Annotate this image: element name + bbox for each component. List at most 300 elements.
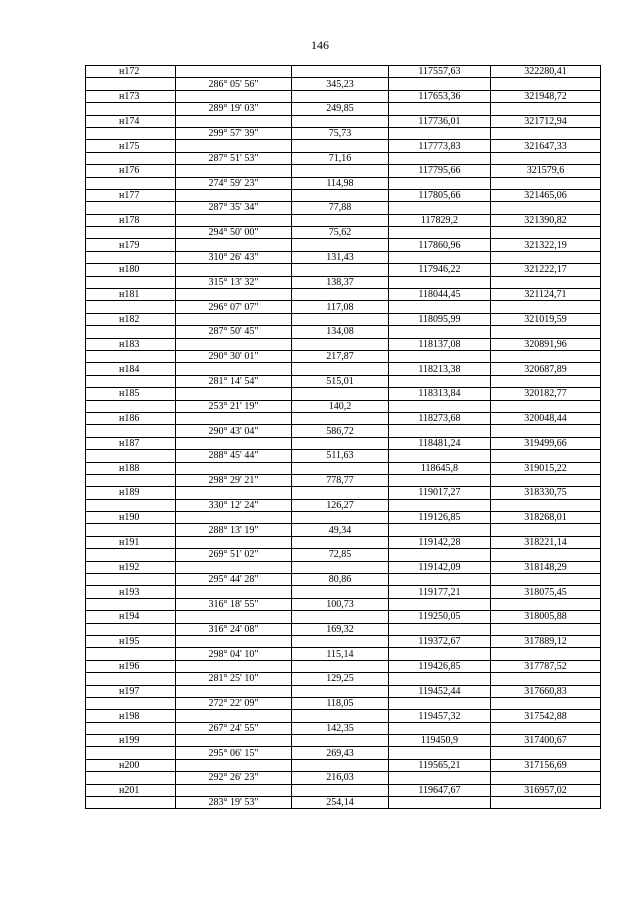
empty-cell <box>389 301 491 313</box>
point-name-cell: н201 <box>86 784 176 796</box>
empty-cell <box>292 363 389 375</box>
empty-cell <box>491 326 601 338</box>
empty-cell <box>176 165 292 177</box>
empty-cell <box>491 499 601 511</box>
empty-cell <box>86 350 176 362</box>
y-coordinate-cell: 320182,77 <box>491 388 601 400</box>
point-name-cell: н196 <box>86 660 176 672</box>
distance-cell: 126,27 <box>292 499 389 511</box>
point-row <box>86 363 601 375</box>
empty-cell <box>491 697 601 709</box>
empty-cell <box>176 289 292 301</box>
empty-cell <box>389 623 491 635</box>
distance-cell: 269,43 <box>292 747 389 759</box>
y-coordinate-cell: 319499,66 <box>491 437 601 449</box>
empty-cell <box>491 127 601 139</box>
empty-cell <box>86 276 176 288</box>
bearing-cell: 287° 35' 34" <box>176 202 292 214</box>
x-coordinate-cell: 117795,66 <box>389 165 491 177</box>
empty-cell <box>491 450 601 462</box>
y-coordinate-cell: 319015,22 <box>491 462 601 474</box>
empty-cell <box>86 78 176 90</box>
empty-cell <box>292 437 389 449</box>
empty-cell <box>389 574 491 586</box>
y-coordinate-cell: 321712,94 <box>491 115 601 127</box>
empty-cell <box>389 375 491 387</box>
y-coordinate-cell: 320891,96 <box>491 338 601 350</box>
distance-cell: 129,25 <box>292 673 389 685</box>
empty-cell <box>86 549 176 561</box>
empty-cell <box>176 437 292 449</box>
empty-cell <box>86 152 176 164</box>
segment-row <box>86 375 601 387</box>
segment-row <box>86 127 601 139</box>
bearing-cell: 295° 06' 15" <box>176 747 292 759</box>
empty-cell <box>389 276 491 288</box>
bearing-cell: 294° 50' 00" <box>176 227 292 239</box>
coordinates-table <box>85 65 601 809</box>
empty-cell <box>86 524 176 536</box>
distance-cell: 118,05 <box>292 697 389 709</box>
point-row <box>86 313 601 325</box>
empty-cell <box>292 462 389 474</box>
bearing-cell: 283° 19' 53" <box>176 797 292 809</box>
empty-cell <box>292 784 389 796</box>
empty-cell <box>86 697 176 709</box>
empty-cell <box>491 251 601 263</box>
segment-row <box>86 549 601 561</box>
distance-cell: 115,14 <box>292 648 389 660</box>
empty-cell <box>389 524 491 536</box>
x-coordinate-cell: 119142,28 <box>389 536 491 548</box>
empty-cell <box>292 264 389 276</box>
x-coordinate-cell: 118645,8 <box>389 462 491 474</box>
bearing-cell: 295° 44' 28" <box>176 574 292 586</box>
empty-cell <box>389 251 491 263</box>
point-name-cell: н174 <box>86 115 176 127</box>
segment-row <box>86 350 601 362</box>
distance-cell: 75,62 <box>292 227 389 239</box>
empty-cell <box>389 648 491 660</box>
empty-cell <box>292 685 389 697</box>
distance-cell: 75,73 <box>292 127 389 139</box>
empty-cell <box>176 66 292 78</box>
empty-cell <box>389 103 491 115</box>
empty-cell <box>176 635 292 647</box>
empty-cell <box>86 375 176 387</box>
page-number: 146 <box>311 38 329 52</box>
empty-cell <box>86 202 176 214</box>
distance-cell: 131,43 <box>292 251 389 263</box>
distance-cell: 511,63 <box>292 450 389 462</box>
empty-cell <box>176 735 292 747</box>
empty-cell <box>389 177 491 189</box>
segment-row <box>86 301 601 313</box>
y-coordinate-cell: 318005,88 <box>491 611 601 623</box>
distance-cell: 71,16 <box>292 152 389 164</box>
empty-cell <box>491 400 601 412</box>
distance-cell: 216,03 <box>292 772 389 784</box>
empty-cell <box>176 536 292 548</box>
point-name-cell: н189 <box>86 487 176 499</box>
point-row <box>86 189 601 201</box>
empty-cell <box>176 611 292 623</box>
empty-cell <box>292 635 389 647</box>
point-row <box>86 239 601 251</box>
bearing-cell: 298° 29' 21" <box>176 474 292 486</box>
bearing-cell: 315° 13' 32" <box>176 276 292 288</box>
empty-cell <box>292 90 389 102</box>
distance-cell: 217,87 <box>292 350 389 362</box>
x-coordinate-cell: 118313,84 <box>389 388 491 400</box>
distance-cell: 117,08 <box>292 301 389 313</box>
empty-cell <box>292 66 389 78</box>
empty-cell <box>491 673 601 685</box>
point-row <box>86 487 601 499</box>
bearing-cell: 310° 26' 43" <box>176 251 292 263</box>
point-name-cell: н181 <box>86 289 176 301</box>
empty-cell <box>86 722 176 734</box>
distance-cell: 134,08 <box>292 326 389 338</box>
empty-cell <box>176 115 292 127</box>
empty-cell <box>292 115 389 127</box>
x-coordinate-cell: 119426,85 <box>389 660 491 672</box>
bearing-cell: 287° 51' 53" <box>176 152 292 164</box>
y-coordinate-cell: 317542,88 <box>491 710 601 722</box>
point-name-cell: н176 <box>86 165 176 177</box>
empty-cell <box>292 388 389 400</box>
empty-cell <box>389 697 491 709</box>
y-coordinate-cell: 321124,71 <box>491 289 601 301</box>
y-coordinate-cell: 321390,82 <box>491 214 601 226</box>
empty-cell <box>86 251 176 263</box>
segment-row <box>86 103 601 115</box>
empty-cell <box>491 797 601 809</box>
empty-cell <box>292 239 389 251</box>
y-coordinate-cell: 317156,69 <box>491 759 601 771</box>
distance-cell: 515,01 <box>292 375 389 387</box>
empty-cell <box>176 412 292 424</box>
point-row <box>86 289 601 301</box>
y-coordinate-cell: 322280,41 <box>491 66 601 78</box>
bearing-cell: 253° 21' 19" <box>176 400 292 412</box>
point-name-cell: н192 <box>86 561 176 573</box>
empty-cell <box>292 487 389 499</box>
y-coordinate-cell: 321222,17 <box>491 264 601 276</box>
point-name-cell: н173 <box>86 90 176 102</box>
empty-cell <box>491 598 601 610</box>
point-row <box>86 561 601 573</box>
x-coordinate-cell: 119457,32 <box>389 710 491 722</box>
point-row <box>86 165 601 177</box>
y-coordinate-cell: 321948,72 <box>491 90 601 102</box>
x-coordinate-cell: 118137,08 <box>389 338 491 350</box>
point-name-cell: н197 <box>86 685 176 697</box>
empty-cell <box>86 400 176 412</box>
x-coordinate-cell: 117829,2 <box>389 214 491 226</box>
y-coordinate-cell: 321322,19 <box>491 239 601 251</box>
y-coordinate-cell: 318330,75 <box>491 487 601 499</box>
x-coordinate-cell: 119017,27 <box>389 487 491 499</box>
distance-cell: 80,86 <box>292 574 389 586</box>
empty-cell <box>86 450 176 462</box>
point-name-cell: н191 <box>86 536 176 548</box>
x-coordinate-cell: 117773,83 <box>389 140 491 152</box>
empty-cell <box>176 264 292 276</box>
bearing-cell: 274° 59' 23" <box>176 177 292 189</box>
empty-cell <box>491 152 601 164</box>
empty-cell <box>389 797 491 809</box>
empty-cell <box>86 747 176 759</box>
x-coordinate-cell: 118213,38 <box>389 363 491 375</box>
y-coordinate-cell: 321647,33 <box>491 140 601 152</box>
empty-cell <box>176 561 292 573</box>
empty-cell <box>176 660 292 672</box>
point-row <box>86 264 601 276</box>
bearing-cell: 290° 30' 01" <box>176 350 292 362</box>
bearing-cell: 286° 05' 56" <box>176 78 292 90</box>
x-coordinate-cell: 119452,44 <box>389 685 491 697</box>
distance-cell: 345,23 <box>292 78 389 90</box>
segment-row <box>86 797 601 809</box>
point-row <box>86 685 601 697</box>
empty-cell <box>86 797 176 809</box>
coordinates-table-body <box>86 66 601 809</box>
segment-row <box>86 747 601 759</box>
empty-cell <box>86 772 176 784</box>
point-name-cell: н188 <box>86 462 176 474</box>
y-coordinate-cell: 316957,02 <box>491 784 601 796</box>
empty-cell <box>86 227 176 239</box>
y-coordinate-cell: 317660,83 <box>491 685 601 697</box>
distance-cell: 169,32 <box>292 623 389 635</box>
empty-cell <box>176 512 292 524</box>
empty-cell <box>389 474 491 486</box>
x-coordinate-cell: 119372,67 <box>389 635 491 647</box>
bearing-cell: 330° 12' 24" <box>176 499 292 511</box>
empty-cell <box>86 301 176 313</box>
segment-row <box>86 450 601 462</box>
distance-cell: 778,77 <box>292 474 389 486</box>
x-coordinate-cell: 118095,99 <box>389 313 491 325</box>
empty-cell <box>292 214 389 226</box>
x-coordinate-cell: 117557,63 <box>389 66 491 78</box>
segment-row <box>86 276 601 288</box>
empty-cell <box>86 425 176 437</box>
empty-cell <box>389 425 491 437</box>
segment-row <box>86 177 601 189</box>
point-name-cell: н198 <box>86 710 176 722</box>
y-coordinate-cell: 318221,14 <box>491 536 601 548</box>
point-row <box>86 140 601 152</box>
point-row <box>86 66 601 78</box>
point-row <box>86 90 601 102</box>
empty-cell <box>491 350 601 362</box>
y-coordinate-cell: 320048,44 <box>491 412 601 424</box>
empty-cell <box>389 499 491 511</box>
segment-row <box>86 152 601 164</box>
point-row <box>86 388 601 400</box>
empty-cell <box>389 227 491 239</box>
segment-row <box>86 598 601 610</box>
empty-cell <box>389 202 491 214</box>
empty-cell <box>491 301 601 313</box>
empty-cell <box>292 140 389 152</box>
empty-cell <box>389 127 491 139</box>
empty-cell <box>491 747 601 759</box>
empty-cell <box>86 326 176 338</box>
distance-cell: 586,72 <box>292 425 389 437</box>
empty-cell <box>176 214 292 226</box>
segment-row <box>86 772 601 784</box>
point-name-cell: н184 <box>86 363 176 375</box>
distance-cell: 249,85 <box>292 103 389 115</box>
point-row <box>86 735 601 747</box>
y-coordinate-cell: 318148,29 <box>491 561 601 573</box>
empty-cell <box>86 648 176 660</box>
y-coordinate-cell: 318268,01 <box>491 512 601 524</box>
empty-cell <box>292 189 389 201</box>
empty-cell <box>292 512 389 524</box>
x-coordinate-cell: 118044,45 <box>389 289 491 301</box>
x-coordinate-cell: 119450,9 <box>389 735 491 747</box>
empty-cell <box>292 660 389 672</box>
empty-cell <box>292 289 389 301</box>
empty-cell <box>389 673 491 685</box>
distance-cell: 142,35 <box>292 722 389 734</box>
point-row <box>86 536 601 548</box>
segment-row <box>86 400 601 412</box>
x-coordinate-cell: 119250,05 <box>389 611 491 623</box>
empty-cell <box>292 611 389 623</box>
x-coordinate-cell: 117736,01 <box>389 115 491 127</box>
empty-cell <box>491 772 601 784</box>
empty-cell <box>176 462 292 474</box>
y-coordinate-cell: 321019,59 <box>491 313 601 325</box>
empty-cell <box>176 388 292 400</box>
y-coordinate-cell: 320687,89 <box>491 363 601 375</box>
empty-cell <box>491 623 601 635</box>
point-row <box>86 115 601 127</box>
y-coordinate-cell: 321465,06 <box>491 189 601 201</box>
empty-cell <box>176 313 292 325</box>
point-row <box>86 660 601 672</box>
segment-row <box>86 524 601 536</box>
empty-cell <box>491 425 601 437</box>
bearing-cell: 289° 19' 03" <box>176 103 292 115</box>
x-coordinate-cell: 119142,09 <box>389 561 491 573</box>
empty-cell <box>491 103 601 115</box>
y-coordinate-cell: 317787,52 <box>491 660 601 672</box>
empty-cell <box>389 549 491 561</box>
empty-cell <box>389 722 491 734</box>
empty-cell <box>491 227 601 239</box>
point-name-cell: н195 <box>86 635 176 647</box>
empty-cell <box>176 140 292 152</box>
empty-cell <box>176 239 292 251</box>
empty-cell <box>389 450 491 462</box>
segment-row <box>86 574 601 586</box>
point-name-cell: н190 <box>86 512 176 524</box>
empty-cell <box>86 598 176 610</box>
x-coordinate-cell: 117653,36 <box>389 90 491 102</box>
empty-cell <box>389 152 491 164</box>
empty-cell <box>292 536 389 548</box>
empty-cell <box>389 772 491 784</box>
empty-cell <box>389 326 491 338</box>
x-coordinate-cell: 119647,67 <box>389 784 491 796</box>
point-name-cell: н186 <box>86 412 176 424</box>
segment-row <box>86 202 601 214</box>
empty-cell <box>292 735 389 747</box>
bearing-cell: 272° 22' 09" <box>176 697 292 709</box>
x-coordinate-cell: 119565,21 <box>389 759 491 771</box>
empty-cell <box>86 499 176 511</box>
empty-cell <box>389 350 491 362</box>
y-coordinate-cell: 317400,67 <box>491 735 601 747</box>
distance-cell: 77,88 <box>292 202 389 214</box>
x-coordinate-cell: 117860,96 <box>389 239 491 251</box>
empty-cell <box>491 549 601 561</box>
point-name-cell: н200 <box>86 759 176 771</box>
empty-cell <box>86 127 176 139</box>
point-row <box>86 784 601 796</box>
empty-cell <box>389 400 491 412</box>
point-name-cell: н193 <box>86 586 176 598</box>
empty-cell <box>491 202 601 214</box>
point-row <box>86 437 601 449</box>
y-coordinate-cell: 321579,6 <box>491 165 601 177</box>
empty-cell <box>86 474 176 486</box>
x-coordinate-cell: 119126,85 <box>389 512 491 524</box>
point-name-cell: н187 <box>86 437 176 449</box>
segment-row <box>86 648 601 660</box>
distance-cell: 138,37 <box>292 276 389 288</box>
bearing-cell: 292° 26' 23" <box>176 772 292 784</box>
point-name-cell: н177 <box>86 189 176 201</box>
point-name-cell: н183 <box>86 338 176 350</box>
empty-cell <box>176 759 292 771</box>
segment-row <box>86 251 601 263</box>
empty-cell <box>292 710 389 722</box>
empty-cell <box>176 784 292 796</box>
x-coordinate-cell: 117946,22 <box>389 264 491 276</box>
y-coordinate-cell: 318075,45 <box>491 586 601 598</box>
bearing-cell: 316° 18' 55" <box>176 598 292 610</box>
segment-row <box>86 697 601 709</box>
bearing-cell: 288° 45' 44" <box>176 450 292 462</box>
empty-cell <box>176 189 292 201</box>
segment-row <box>86 227 601 239</box>
point-name-cell: н172 <box>86 66 176 78</box>
point-row <box>86 611 601 623</box>
point-name-cell: н178 <box>86 214 176 226</box>
x-coordinate-cell: 118481,24 <box>389 437 491 449</box>
bearing-cell: 267° 24' 55" <box>176 722 292 734</box>
point-row <box>86 214 601 226</box>
empty-cell <box>491 177 601 189</box>
empty-cell <box>176 90 292 102</box>
bearing-cell: 281° 25' 10" <box>176 673 292 685</box>
segment-row <box>86 78 601 90</box>
segment-row <box>86 722 601 734</box>
empty-cell <box>491 276 601 288</box>
empty-cell <box>491 648 601 660</box>
empty-cell <box>491 375 601 387</box>
segment-row <box>86 425 601 437</box>
point-row <box>86 412 601 424</box>
bearing-cell: 298° 04' 10" <box>176 648 292 660</box>
